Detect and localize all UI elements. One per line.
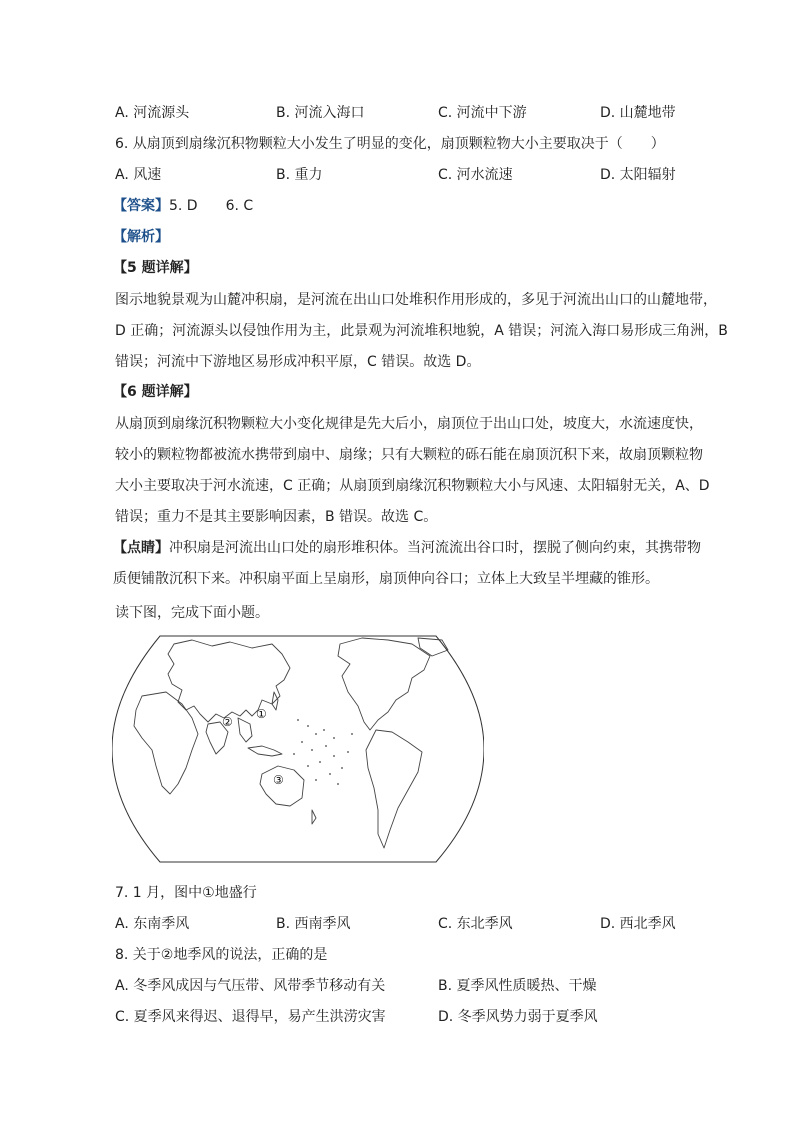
tip-label: 【点睛】 bbox=[113, 540, 169, 556]
marker-3: ③ bbox=[273, 773, 284, 787]
q6-detail-line: 较小的颗粒物都被流水携带到扇中、扇缘；只有大颗粒的砾石能在扇顶沉积下来，故扇顶颗粒物 bbox=[115, 447, 703, 463]
q5-detail-label: 【5 题详解】 bbox=[113, 260, 198, 276]
answer-row bbox=[113, 196, 253, 216]
q6-detail-line: 从扇顶到扇缘沉积物颗粒大小变化规律是先大后小，扇顶位于出山口处，坡度大，水流速度快， bbox=[115, 416, 703, 432]
q6-detail-line: 大小主要取决于河水流速，C 正确；从扇顶到扇缘沉积物颗粒大小与风速、太阳辐射无关，A、D bbox=[115, 478, 710, 494]
world-map bbox=[112, 634, 484, 864]
tip-line-text: 冲积扇是河流出山口处的扇形堆积体。当河流流出谷口时，摆脱了侧向约束，其携带物 bbox=[169, 540, 701, 556]
q8-options-row2 bbox=[115, 1007, 715, 1027]
q6-option-c: C. 河水流速 bbox=[438, 167, 513, 183]
q7-options bbox=[115, 914, 715, 934]
q6-options bbox=[115, 165, 715, 185]
tip-line bbox=[113, 533, 718, 564]
q6-detail-line: 错误；重力不是其主要影响因素，B 错误。故选 C。 bbox=[115, 509, 438, 525]
q6-option-d: D. 太阳辐射 bbox=[600, 167, 676, 183]
q7-option-a: A. 东南季风 bbox=[115, 916, 190, 932]
q5-detail-line: 错误；河流中下游地区易形成冲积平原，C 错误。故选 D。 bbox=[115, 354, 481, 370]
q8-option-b: B. 夏季风性质暖热、干燥 bbox=[438, 978, 597, 994]
q6-detail-label: 【6 题详解】 bbox=[113, 384, 198, 400]
q5-option-a: A. 河流源头 bbox=[115, 105, 190, 121]
q5-option-d: D. 山麓地带 bbox=[600, 105, 676, 121]
q5-detail-line: D 正确；河流源头以侵蚀作用为主，此景观为河流堆积地貌，A 错误；河流入海口易形成三角洲，B bbox=[115, 323, 728, 339]
q8-option-a: A. 冬季风成因与气压带、风带季节移动有关 bbox=[115, 978, 386, 994]
map-frame bbox=[112, 636, 484, 862]
analysis-label: 【解析】 bbox=[113, 229, 169, 245]
marker-1: ① bbox=[256, 707, 267, 721]
q5-option-c: C. 河流中下游 bbox=[438, 105, 527, 121]
marker-2: ② bbox=[222, 715, 233, 729]
q5-detail-line: 图示地貌景观为山麓冲积扇，是河流在出山口处堆积作用形成的，多见于河流出山口的山麓地带， bbox=[115, 292, 717, 308]
q6-option-b: B. 重力 bbox=[276, 167, 323, 183]
q7-option-b: B. 西南季风 bbox=[276, 916, 351, 932]
q5-options bbox=[115, 103, 715, 123]
q8-stem: 8. 关于②地季风的说法，正确的是 bbox=[115, 947, 328, 963]
q8-option-c: C. 夏季风来得迟、退得早，易产生洪涝灾害 bbox=[115, 1009, 386, 1025]
answer-label: 【答案】 bbox=[113, 198, 169, 214]
read-prompt: 读下图，完成下面小题。 bbox=[115, 605, 269, 621]
q6-stem: 6. 从扇顶到扇缘沉积物颗粒大小发生了明显的变化，扇顶颗粒物大小主要取决于（ ） bbox=[115, 136, 665, 152]
tip-text bbox=[113, 533, 718, 595]
answer-text: 5. D 6. C bbox=[169, 198, 254, 214]
q7-stem: 7. 1 月，图中①地盛行 bbox=[115, 885, 257, 901]
tip-line: 质便铺散沉积下来。冲积扇平面上呈扇形，扇顶伸向谷口；立体上大致呈半埋藏的锥形。 bbox=[113, 571, 659, 587]
q7-option-c: C. 东北季风 bbox=[438, 916, 513, 932]
q6-option-a: A. 风速 bbox=[115, 167, 162, 183]
q7-option-d: D. 西北季风 bbox=[600, 916, 676, 932]
q8-options-row1 bbox=[115, 976, 715, 996]
q5-option-b: B. 河流入海口 bbox=[276, 105, 365, 121]
q6-detail-text bbox=[115, 409, 720, 533]
q5-detail-text bbox=[115, 285, 728, 378]
q8-option-d: D. 冬季风势力弱于夏季风 bbox=[438, 1009, 598, 1025]
